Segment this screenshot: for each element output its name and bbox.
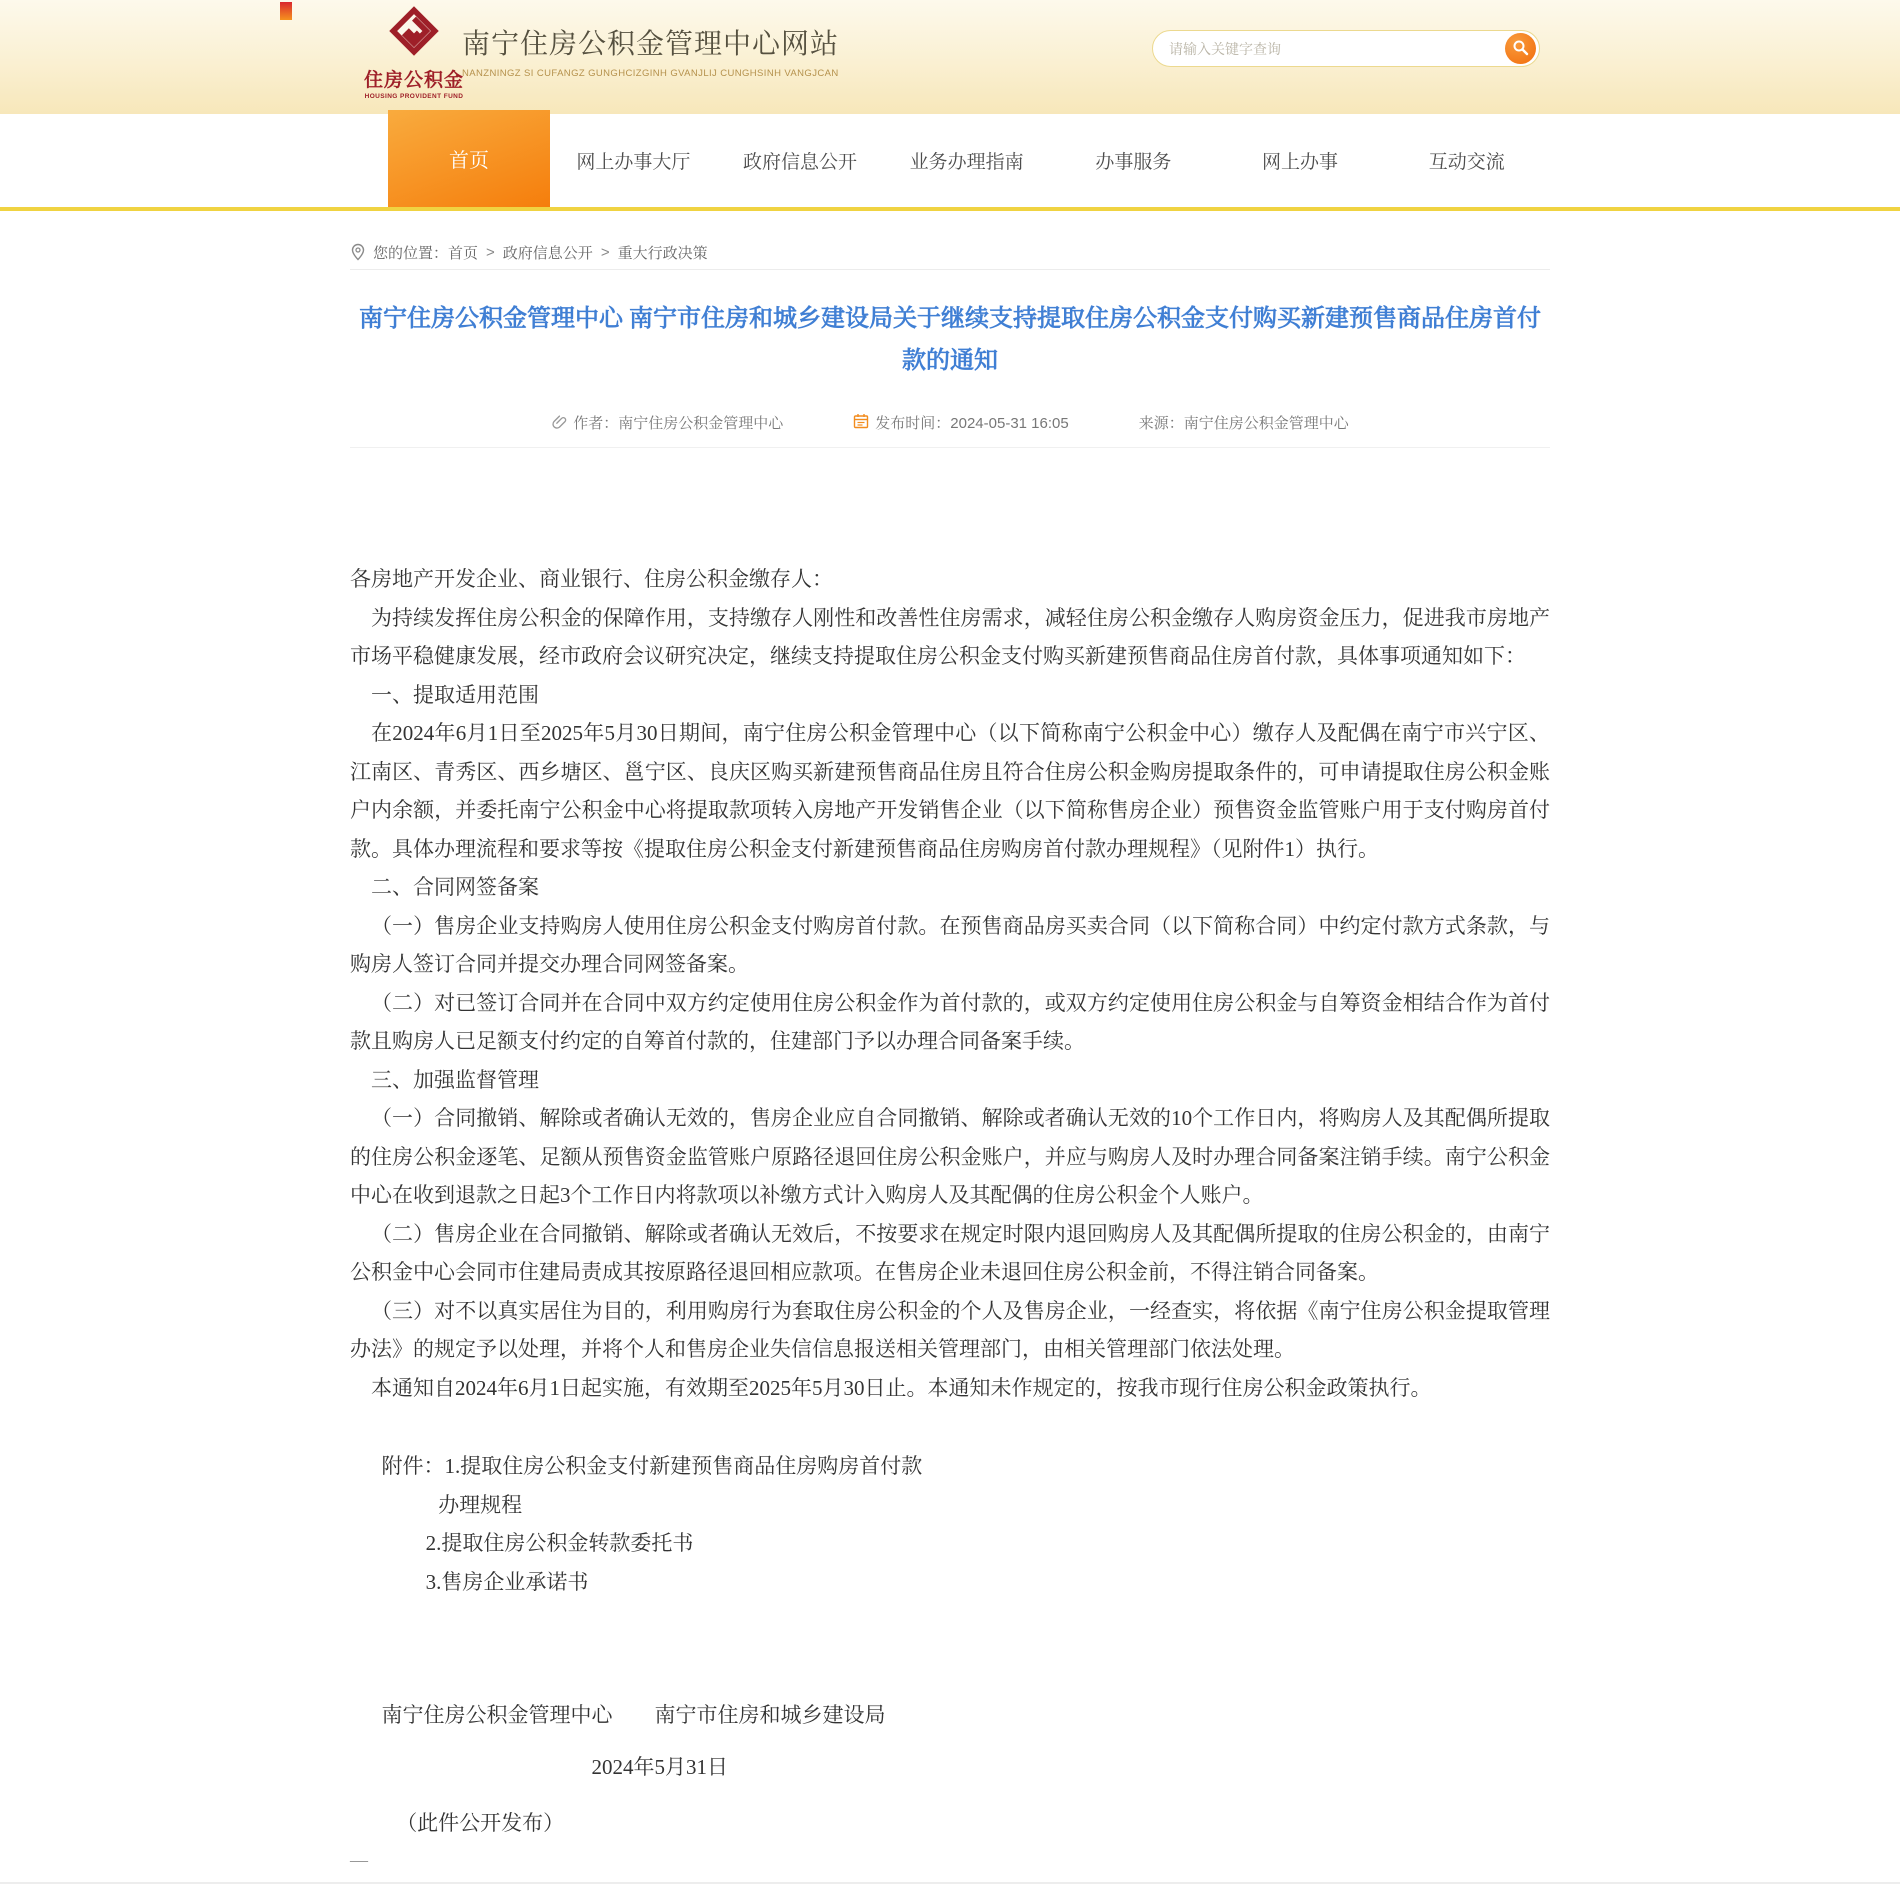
site-title: 南宁住房公积金管理中心网站 (462, 28, 840, 59)
article-paragraph: 为持续发挥住房公积金的保障作用，支持缴存人刚性和改善性住房需求，减轻住房公积金缴存人购房资金压力，促进我市房地产市场平稳健康发展，经市政府会议研究决定，继续支持提取住房公积金支付购买新建预售商品住房首付款，具体事项通知如下： (350, 605, 1550, 668)
logo-text-en: HOUSING PROVIDENT FUND (364, 93, 464, 100)
nav-item-home[interactable]: 首页 (388, 110, 550, 207)
logo-text-cn: 住房公积金 (363, 70, 464, 91)
search-button[interactable] (1505, 33, 1536, 64)
location-pin-icon (350, 243, 366, 261)
nav-item-services[interactable]: 办事服务 (1095, 152, 1172, 173)
search-box (1152, 30, 1540, 67)
article-paragraph: （二）对已签订合同并在合同中双方约定使用住房公积金作为首付款的，或双方约定使用住房公积金与自筹资金相结合作为首付款且购房人已足额支付约定的自筹首付款的，住建部门予以办理合同备案手续。 (350, 990, 1550, 1053)
breadcrumb-separator: > (600, 243, 610, 261)
article (350, 298, 1550, 1877)
article-paragraph: 本通知自2024年6月1日起实施，有效期至2025年5月30日止。本通知未作规定的，按我市现行住房公积金政策执行。 (371, 1375, 1432, 1400)
search-input[interactable] (1153, 41, 1505, 57)
signature-orgs (350, 1696, 1550, 1735)
attachment-line: 附件：1.提取住房公积金支付新建预售商品住房购房首付款 (381, 1454, 923, 1478)
article-body (350, 560, 1550, 1407)
breadcrumb (350, 241, 1550, 263)
breadcrumb-separator: > (486, 243, 495, 261)
attachment-line: 2.提取住房公积金转款委托书 (425, 1531, 694, 1555)
article-meta (350, 412, 1550, 433)
signature-block (350, 1696, 1550, 1786)
nav-item-gov-info[interactable]: 政府信息公开 (743, 152, 858, 173)
breadcrumb-prefix: 您的位置： (373, 244, 449, 262)
site-subtitle: NANZNINGZ SI CUFANGZ GUNGHCIZGINH GVANJLIJ CUNGHSINH VANGJCAN (462, 68, 839, 79)
article-paragraph: （一）售房企业支持购房人使用住房公积金支付购房首付款。在预售商品房买卖合同（以下简称合同）中约定付款方式条款，与购房人签订合同并提交办理合同网签备案。 (350, 913, 1550, 976)
breadcrumb-divider (350, 269, 1550, 270)
meta-published (853, 412, 1068, 433)
search-icon (1512, 39, 1529, 59)
article-title: 南宁住房公积金管理中心 南宁市住房和城乡建设局关于继续支持提取住房公积金支付购买新建预售商品住房首付款的通知 (359, 306, 1541, 374)
decorative-ribbon (280, 2, 292, 20)
calendar-icon (853, 413, 869, 433)
meta-source (1139, 412, 1349, 433)
meta-divider (350, 447, 1550, 448)
article-paragraph: （三）对不以真实居住为目的，利用购房行为套取住房公积金的个人及售房企业，一经查实，将依据《南宁住房公积金提取管理办法》的规定予以处理，并将个人和售房企业失信信息报送相关管理部门，由相关管理部门依法处理。 (350, 1298, 1550, 1361)
site-titles (462, 22, 839, 79)
article-section-heading: 三、加强监督管理 (371, 1067, 539, 1092)
meta-source-text: 来源：南宁住房公积金管理中心 (1138, 415, 1349, 432)
nav-item-online-service[interactable]: 网上办事 (1262, 152, 1339, 173)
article-section-heading: 二、合同网签备案 (371, 875, 539, 899)
signature-date: 2024年5月31日 (591, 1754, 728, 1779)
article-paragraph: （二）售房企业在合同撤销、解除或者确认无效后，不按要求在规定时限内退回购房人及其配偶所提取的住房公积金的，由南宁公积金中心会同市住建局责成其按原路径退回相应款项。在售房企业未退回住房公积金前，不得注销合同备案。 (350, 1221, 1550, 1284)
breadcrumb-home[interactable]: 首页 (448, 244, 479, 262)
attachments (350, 1447, 1550, 1601)
meta-published-text: 发布时间：2024-05-31 16:05 (875, 415, 1069, 432)
article-paragraph: 在2024年6月1日至2025年5月30日期间，南宁住房公积金管理中心（以下简称南宁公积金中心）缴存人及配偶在南宁市兴宁区、江南区、青秀区、西乡塘区、邕宁区、良庆区购买新建预售商品住房且符合住房公积金购房提取条件的，可申请提取住房公积金账户内余额，并委托南宁公积金中心将提取款项转入房地产开发销售企业（以下简称售房企业）预售资金监管账户用于支付购房首付款。具体办理流程和要求等按《提取住房公积金支付新建预售商品住房购房首付款办理规程》（见附件1）执行。 (350, 721, 1550, 861)
breadcrumb-current: 重大行政决策 (617, 244, 708, 262)
meta-author (551, 412, 783, 433)
signature-org1: 南宁住房公积金管理中心 (381, 1703, 613, 1727)
main-nav (0, 114, 1900, 211)
signature-org2: 南宁市住房和城乡建设局 (654, 1703, 886, 1727)
attachment-line: 3.售房企业承诺书 (425, 1569, 589, 1594)
article-paragraph: 各房地产开发企业、商业银行、住房公积金缴存人： (350, 567, 833, 591)
article-paragraph: （一）合同撤销、解除或者确认无效的，售房企业应自合同撤销、解除或者确认无效的10个工作日内，将购房人及其配偶所提取的住房公积金逐笔、足额从预售资金监管账户原路径退回住房公积金账户，并应与购房人及时办理合同备案注销手续。南宁公积金中心在收到退款之日起3个工作日内将款项以补缴方式计入购房人及其配偶的住房公积金个人账户。 (350, 1106, 1550, 1207)
nav-item-interaction[interactable]: 互动交流 (1428, 152, 1505, 173)
nav-item-business-guide[interactable]: 业务办理指南 (909, 152, 1024, 173)
article-section-heading: 一、提取适用范围 (371, 682, 539, 707)
site-logo[interactable] (358, 4, 470, 100)
trailing-dash: — (350, 1849, 368, 1870)
meta-author-text: 作者：南宁住房公积金管理中心 (573, 415, 784, 432)
breadcrumb-gov-info[interactable]: 政府信息公开 (502, 244, 593, 262)
paperclip-icon (551, 413, 567, 433)
nav-item-online-hall[interactable]: 网上办事大厅 (576, 152, 691, 173)
logo-diamond-icon (387, 45, 441, 62)
publish-note: （此件公开发布） (396, 1811, 565, 1835)
attachment-line: 办理规程 (438, 1492, 523, 1517)
site-header (0, 0, 1900, 114)
